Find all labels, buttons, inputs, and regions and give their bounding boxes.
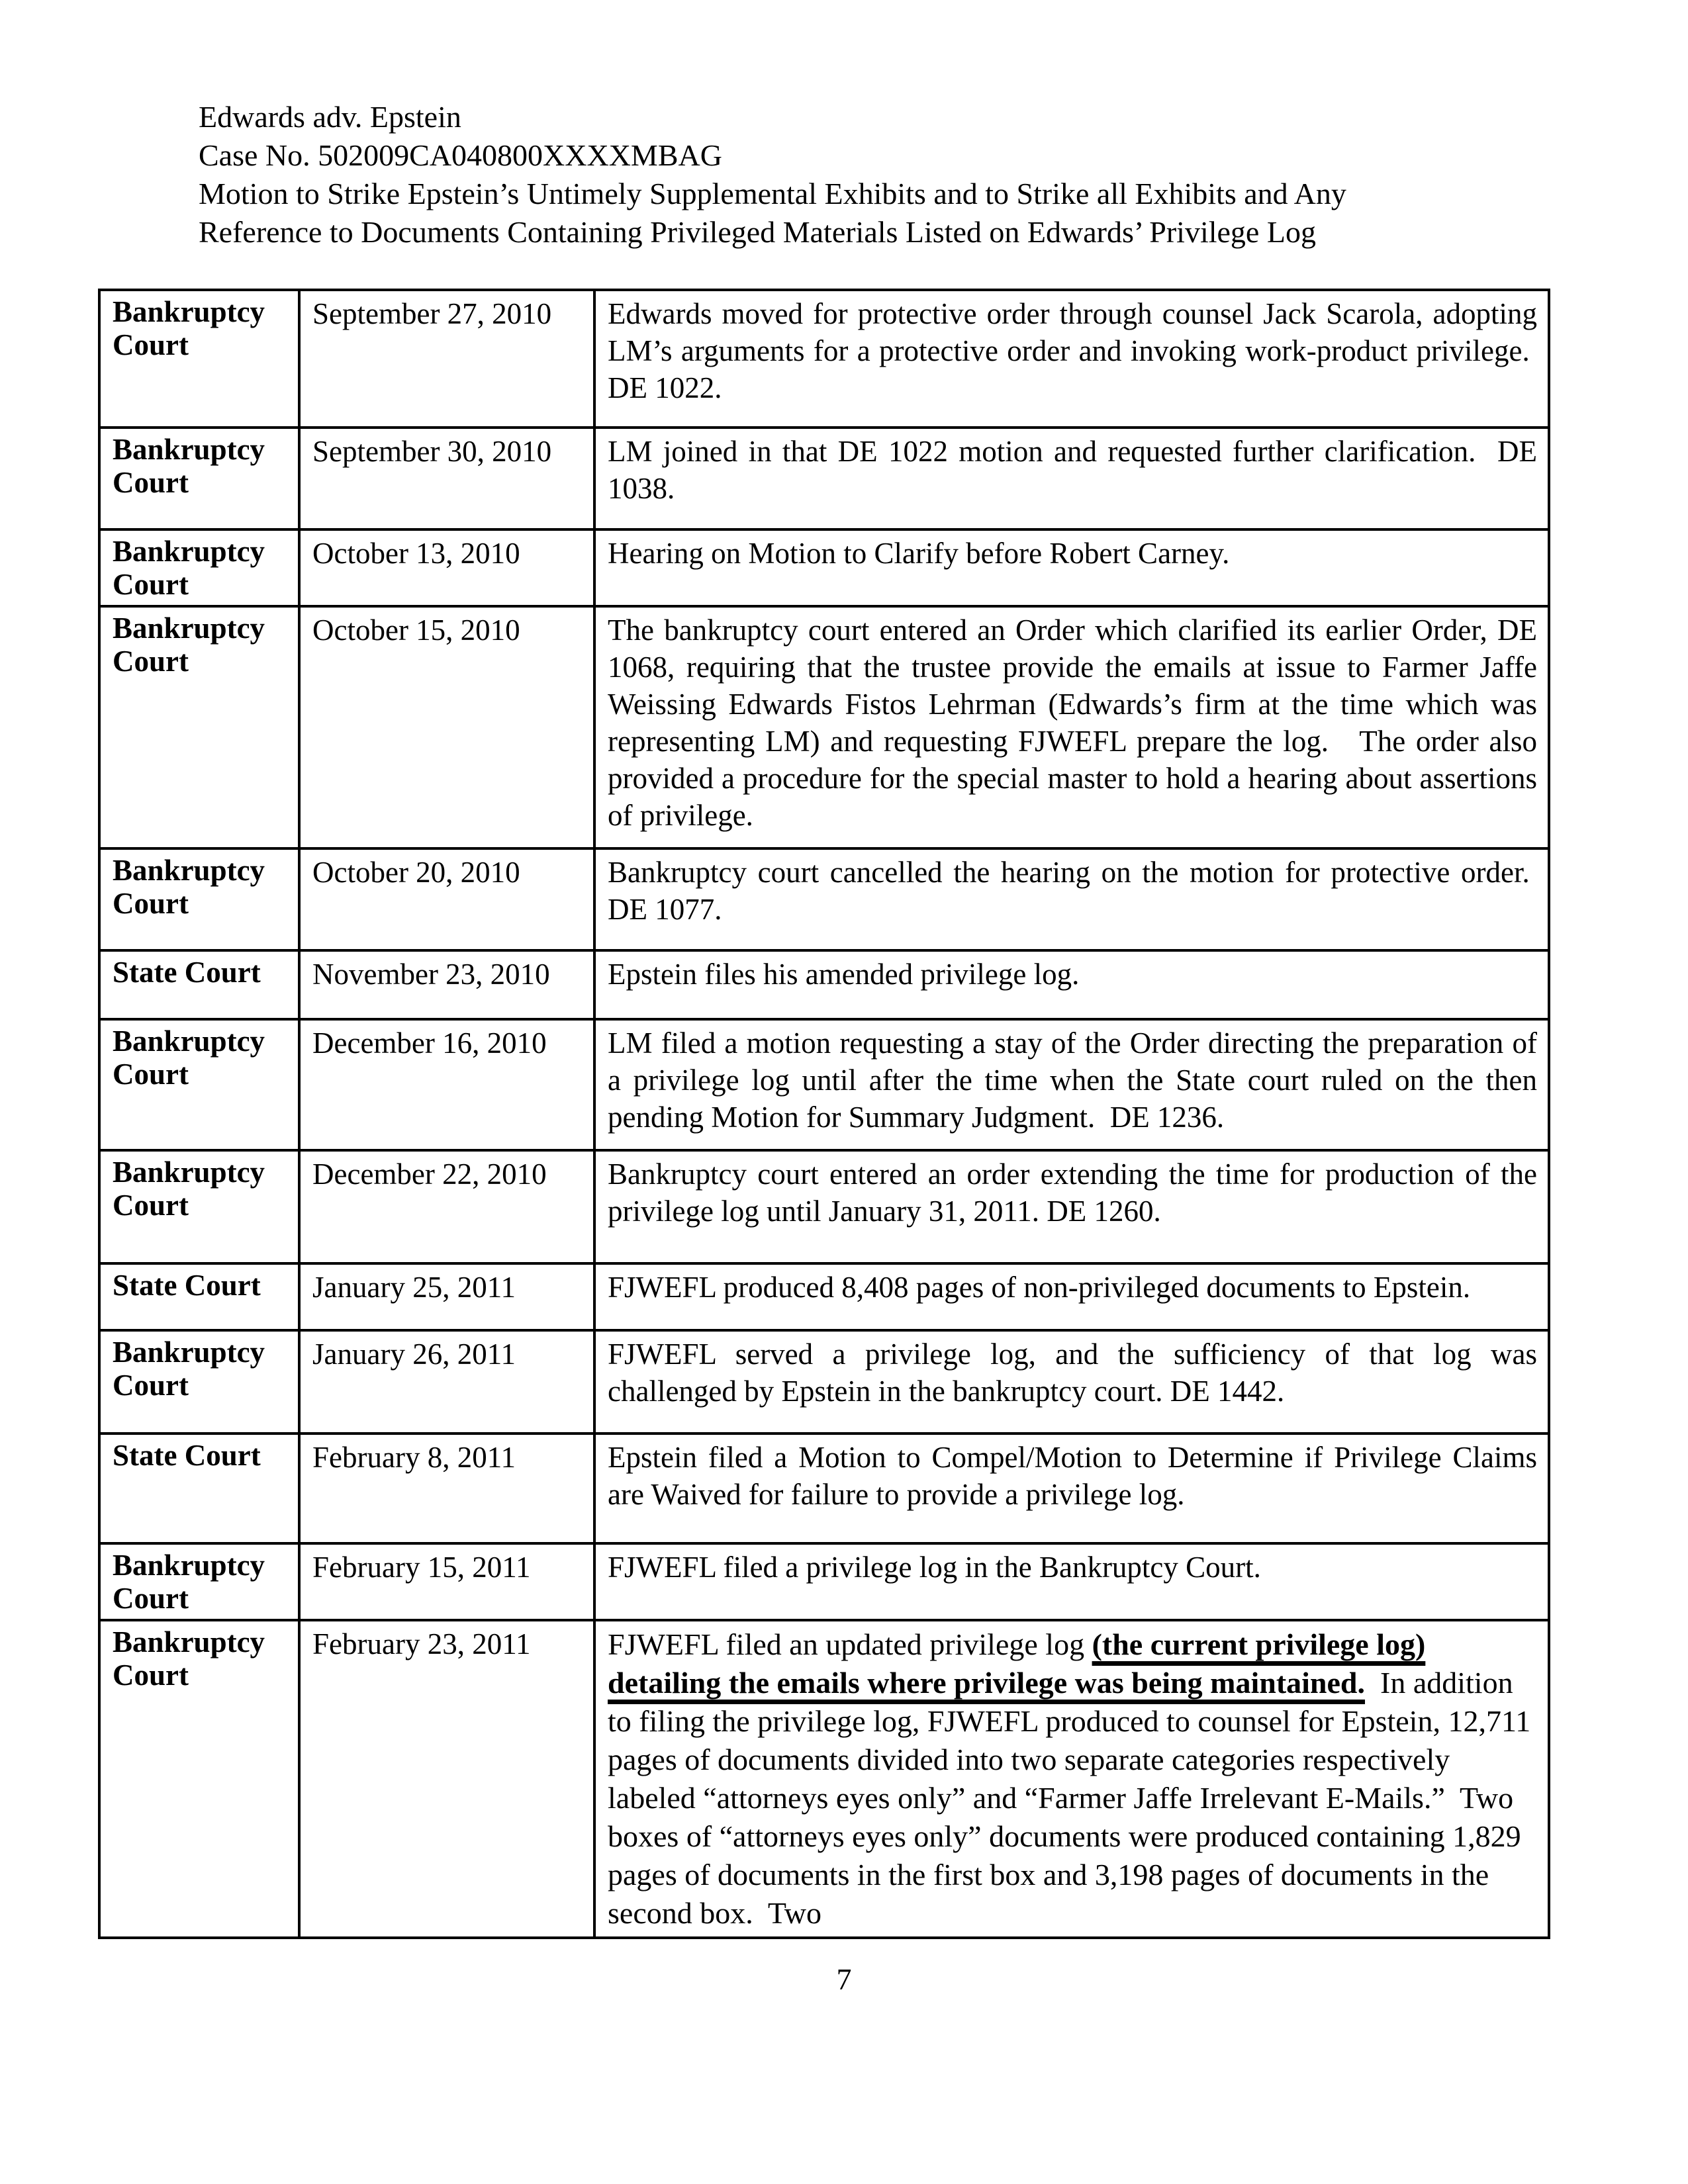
- court-cell: State Court: [99, 950, 299, 1019]
- table-row: [99, 428, 1549, 529]
- date-cell: September 27, 2010: [299, 290, 594, 428]
- table-row: [99, 1150, 1549, 1263]
- date-cell: January 25, 2011: [299, 1263, 594, 1330]
- description-cell: FJWEFL served a privilege log, and the sufficiency of that log was challenged by Epstein in the bankruptcy court. DE 1442.: [594, 1330, 1549, 1433]
- court-cell: Bankruptcy Court: [99, 606, 299, 848]
- court-cell: Bankruptcy Court: [99, 1150, 299, 1263]
- date-cell: February 15, 2011: [299, 1543, 594, 1620]
- table-row: [99, 950, 1549, 1019]
- description-cell: Edwards moved for protective order through counsel Jack Scarola, adopting LM’s arguments for a protective order and invoking work-product privilege. DE 1022.: [594, 290, 1549, 428]
- table-row: [99, 290, 1549, 428]
- court-cell: State Court: [99, 1433, 299, 1543]
- date-cell: September 30, 2010: [299, 428, 594, 529]
- description-cell: Epstein files his amended privilege log.: [594, 950, 1549, 1019]
- description-cell: LM joined in that DE 1022 motion and requested further clarification. DE 1038.: [594, 428, 1549, 529]
- court-cell: Bankruptcy Court: [99, 290, 299, 428]
- table-row: [99, 1263, 1549, 1330]
- court-cell: Bankruptcy Court: [99, 1620, 299, 1938]
- table-row: [99, 606, 1549, 848]
- document-header: [199, 98, 1346, 251]
- date-cell: October 13, 2010: [299, 529, 594, 606]
- court-cell: Bankruptcy Court: [99, 1330, 299, 1433]
- description-cell: Bankruptcy court cancelled the hearing on the motion for protective order. DE 1077.: [594, 848, 1549, 950]
- header-motion-title-line1: Motion to Strike Epstein’s Untimely Supplemental Exhibits and to Strike all Exhibits and Any: [199, 177, 1346, 210]
- date-cell: October 20, 2010: [299, 848, 594, 950]
- header-case-title: Edwards adv. Epstein: [199, 100, 461, 134]
- court-cell: Bankruptcy Court: [99, 848, 299, 950]
- date-cell: January 26, 2011: [299, 1330, 594, 1433]
- date-cell: February 8, 2011: [299, 1433, 594, 1543]
- description-cell: Hearing on Motion to Clarify before Robert Carney.: [594, 529, 1549, 606]
- date-cell: November 23, 2010: [299, 950, 594, 1019]
- description-cell: FJWEFL filed a privilege log in the Bankruptcy Court.: [594, 1543, 1549, 1620]
- header-case-number: Case No. 502009CA040800XXXXMBAG: [199, 138, 722, 172]
- date-cell: December 16, 2010: [299, 1019, 594, 1150]
- timeline-table: [98, 289, 1550, 1939]
- court-cell: Bankruptcy Court: [99, 428, 299, 529]
- court-cell: Bankruptcy Court: [99, 1543, 299, 1620]
- date-cell: February 23, 2011: [299, 1620, 594, 1938]
- table-row: [99, 848, 1549, 950]
- description-cell: LM filed a motion requesting a stay of the Order directing the preparation of a privilege log until after the time when the State court ruled on the then pending Motion for Summary Judgment. DE 1236.: [594, 1019, 1549, 1150]
- court-cell: Bankruptcy Court: [99, 1019, 299, 1150]
- description-cell: FJWEFL produced 8,408 pages of non-privileged documents to Epstein.: [594, 1263, 1549, 1330]
- table-row: [99, 529, 1549, 606]
- description-cell: Bankruptcy court entered an order extending the time for production of the privilege log until January 31, 2011. DE 1260.: [594, 1150, 1549, 1263]
- court-cell: Bankruptcy Court: [99, 529, 299, 606]
- description-cell: The bankruptcy court entered an Order which clarified its earlier Order, DE 1068, requiring that the trustee provide the emails at issue to Farmer Jaffe Weissing Edwards Fistos Lehrman (Edwards’s firm at the time which was representing LM) and requesting FJWEFL prepare the log. The order also provided a procedure for the special master to hold a hearing about assertions of privilege.: [594, 606, 1549, 848]
- header-motion-title-line2: Reference to Documents Containing Privileged Materials Listed on Edwards’ Privilege Log: [199, 215, 1316, 249]
- description-cell: FJWEFL filed an updated privilege log (the current privilege log) detailing the emails where privilege was being maintained. In addition to filing the privilege log, FJWEFL produced to counsel for Epstein, 12,711 pages of documents divided into two separate categories respectively labeled “attorneys eyes only” and “Farmer Jaffe Irrelevant E-Mails.” Two boxes of “attorneys eyes only” documents were produced containing 1,829 pages of documents in the first box and 3,198 pages of documents in the second box. Two: [594, 1620, 1549, 1938]
- table-row: [99, 1620, 1549, 1938]
- court-cell: State Court: [99, 1263, 299, 1330]
- table-row: [99, 1019, 1549, 1150]
- table-row: [99, 1433, 1549, 1543]
- table-row: [99, 1543, 1549, 1620]
- table-row: [99, 1330, 1549, 1433]
- page-number: 7: [836, 1962, 852, 1996]
- date-cell: December 22, 2010: [299, 1150, 594, 1263]
- date-cell: October 15, 2010: [299, 606, 594, 848]
- description-cell: Epstein filed a Motion to Compel/Motion to Determine if Privilege Claims are Waived for failure to provide a privilege log.: [594, 1433, 1549, 1543]
